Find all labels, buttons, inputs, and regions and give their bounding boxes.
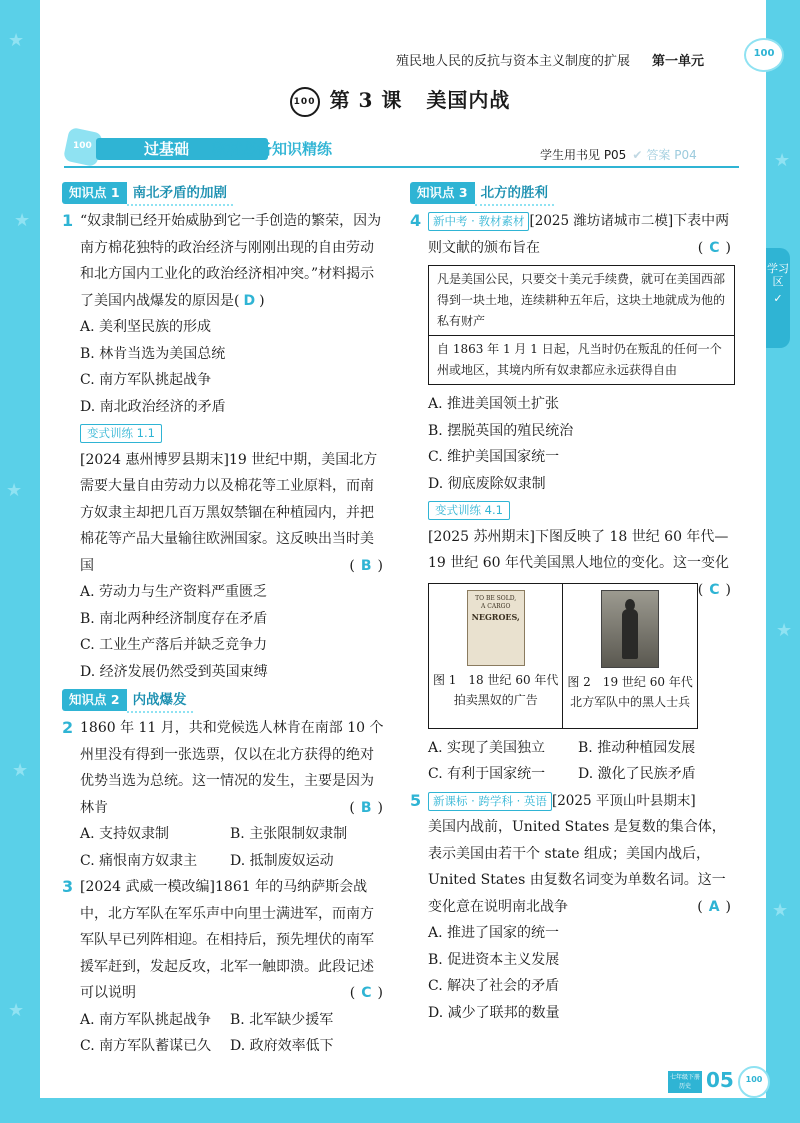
rosette-icon: 100 [290,87,320,117]
figure-1 [429,584,562,728]
answer-letter: C [709,581,720,598]
student-book-ref: 学生用书见 P05 [540,148,627,162]
question-2 [62,715,387,821]
question-number: 5 [410,790,422,810]
option: A. 推进了国家的统一 [428,925,560,941]
option: A. 推进美国领土扩张 [428,396,560,412]
answer-bracket: ( B ) [349,557,383,574]
mascot-icon: 100 [738,1066,770,1098]
option: C. 痛恨南方奴隶主 [80,852,198,869]
knowledge-point-2 [62,687,387,711]
figure-caption: 拍卖黑奴的广告 [453,692,538,707]
kp-tag: 知识点 1 [62,182,127,204]
variant-label: 变式训练 4.1 [428,501,510,520]
option-row [62,1033,387,1060]
question-number: 4 [410,211,422,230]
option: C. 南方军队蓄谋已久 [80,1038,212,1054]
chapter-title: 殖民地人民的反抗与资本主义制度的扩展 [396,54,631,69]
star-decoration: ★ [14,210,31,231]
answer-bracket: ( A ) [697,898,731,915]
star-decoration: ★ [776,620,793,641]
question-number: 2 [62,718,74,737]
answer-letter: D [243,292,256,309]
option-row [62,848,387,875]
question-source: [2025 潍坊诸城市二模] [529,213,674,229]
answer-bracket: ( B ) [349,799,383,816]
kp-name: 内战爆发 [127,689,193,713]
question-stem: [2024 惠州博罗县期末]19 世纪中期，美国北方需要大量自由劳动力以及棉花等工业原料，而南方奴隶主却把几百万黑奴禁锢在种植园内，并把棉花等产品大量输往欧洲国家。这反映出当时美国 [80,451,378,574]
option: A. 劳动力与生产资料严重匮乏 [80,584,268,600]
option: B. 北军缺少援军 [230,1011,334,1028]
option-row [410,735,735,762]
question-number: 3 [62,877,74,896]
running-header [396,50,704,69]
option: C. 维护美国国家统一 [428,449,560,465]
banner-title: 过基础 [96,138,268,160]
document-row: 自 1863 年 1 月 1 日起，凡当时仍在叛乱的任何一个州或地区，其境内所有奴隶都应永远获得自由 [429,335,734,384]
banner-subtitle: 教材必备知识精练 [212,140,333,158]
slave-auction-poster-image [467,590,525,666]
star-decoration: ★ [774,150,791,171]
question-number: 1 [62,211,74,230]
question-stem: 下表中两则文献的颁布旨在 [428,213,730,256]
option: B. 推动种植园发展 [578,739,696,756]
poster-headline: NEGROES, [471,611,520,622]
knowledge-point-1 [62,180,387,204]
banner-divider [64,166,739,168]
right-column [410,178,735,1026]
answer-letter: C [361,985,372,1001]
answer-bracket: ( C ) [349,985,383,1001]
answer-letter: A [708,898,720,915]
question-tag: 新课标 · 跨学科 · 英语 [428,792,552,811]
lesson-number: 第 3 课 [329,88,403,112]
option: D. 激化了民族矛盾 [578,766,696,782]
question-stem: [2024 武威一模改编]1861 年的马纳萨斯会战中，北方军队在军乐声中向里士满进军，而南方军队早已列阵相迎。在相持后，预先埋伏的南军援军赶到，发起反攻，北军一触即溃。此段记述可以说明 [80,879,374,1001]
option: A. 实现了美国独立 [428,739,546,756]
option: C. 解决了社会的矛盾 [428,978,560,994]
option-row [410,761,735,788]
option: C. 有利于国家统一 [428,766,546,782]
option: B. 主张限制奴隶制 [230,826,348,842]
question-stem: 1860 年 11 月，共和党候选人林肯在南部 10 个州里没有得到一张选票，仅以在北方获得的绝对优势当选为总统。这一情况的发生，主要是因为林肯 [80,720,384,816]
page-number: 05 [706,1068,734,1092]
option: C. 南方军队挑起战争 [80,372,212,388]
figure-caption: 图 1 18 世纪 60 年代 [432,672,559,687]
option: A. 支持奴隶制 [80,826,170,842]
question-source: [2025 平顶山叶县期末] [551,792,696,809]
star-decoration: ★ [6,480,23,501]
option: B. 林肯当选为美国总统 [80,345,226,362]
figure-caption: 图 2 19 世纪 60 年代 [567,674,693,689]
question-stem: [2025 苏州期末]下图反映了 18 世纪 60 年代—19 世纪 60 年代美国黑人地位的变化。这一变化 [428,528,729,571]
question-1 [62,208,387,314]
figure-2 [562,584,696,728]
photo-figure [622,609,638,659]
question-stem: “奴隶制已经开始威胁到它一手创造的繁荣，因为南方棉花独特的政治经济与刚刚出现的自由劳动和北方国内工业化的政治经济相冲突。”材料揭示了美国内战爆发的原因是( [80,213,382,309]
document-table [428,265,735,385]
option: D. 抵制废奴运动 [230,852,334,869]
check-icon: ✔ [632,148,643,162]
option: D. 经济发展仍然受到英国束缚 [80,663,268,680]
corner-logo: 100 [744,38,784,72]
section-banner [66,136,376,162]
option: A. 美利坚民族的形成 [80,319,212,335]
option: D. 减少了联邦的数量 [428,1004,560,1021]
answer-letter: B [360,799,372,816]
check-icon: ✓ [773,292,783,305]
lesson-title [0,84,800,117]
answer-bracket: ( C ) [697,239,731,256]
answer-letter: B [360,557,372,574]
bottom-decorative-strip [0,1098,800,1123]
left-column [62,178,387,1060]
figure-caption: 北方军队中的黑人士兵 [570,694,691,709]
option: D. 南北政治经济的矛盾 [80,398,226,415]
poster-line: TO BE SOLD, [475,594,517,602]
unit-label: 第一单元 [652,54,705,69]
badge-text: 100 [73,141,92,151]
answer-ref: 答案 P04 [646,148,697,162]
knowledge-point-3 [410,180,735,204]
star-decoration: ★ [12,760,29,781]
lesson-name: 美国内战 [426,88,511,112]
kp-name: 北方的胜利 [475,182,555,206]
stem-end: ) [259,292,265,309]
option: C. 工业生产落后并缺乏竞争力 [80,637,268,653]
question-stem: 美国内战前，United States 是复数的集合体，表示美国由若干个 state 组成；美国内战后，United States 由复数名词变为单数名词。这一变化意在说明南北战争 [428,819,726,915]
question-tag: 新中考 · 教材素材 [428,212,529,231]
option: D. 彻底废除奴隶制 [428,475,546,492]
star-decoration: ★ [8,1000,25,1021]
document-row: 凡是美国公民，只要交十美元手续费，就可在美国西部得到一块土地，连续耕种五年后，这块土地就成为他的私有财产 [437,272,726,328]
star-decoration: ★ [772,900,789,921]
question-4 [410,208,735,261]
option-row [62,821,387,848]
option: D. 政府效率低下 [230,1038,334,1054]
variant-label: 变式训练 1.1 [80,424,162,443]
question-3 [62,874,387,1007]
side-tab-study-area[interactable] [766,248,790,348]
answer-letter: C [709,239,720,256]
variant-question-1-1 [62,447,387,580]
star-decoration: ★ [8,30,25,51]
footer-book-label: 七年级下册 历史 [668,1071,702,1093]
option: A. 南方军队挑起战争 [80,1011,212,1028]
option: B. 摆脱英国的殖民统治 [428,422,574,439]
figure-panel [428,583,698,729]
side-tab-label: 学习区 [767,262,789,288]
reference-info [540,146,697,163]
option: B. 促进资本主义发展 [428,951,560,968]
black-soldier-photo-image [601,590,659,668]
answer-bracket: ( C ) [697,581,731,598]
kp-tag: 知识点 3 [410,182,475,204]
option-row [62,1007,387,1034]
question-5 [410,788,735,921]
kp-tag: 知识点 2 [62,689,127,711]
option: B. 南北两种经济制度存在矛盾 [80,610,268,627]
poster-line: A CARGO [480,602,511,610]
kp-name: 南北矛盾的加剧 [127,182,234,206]
